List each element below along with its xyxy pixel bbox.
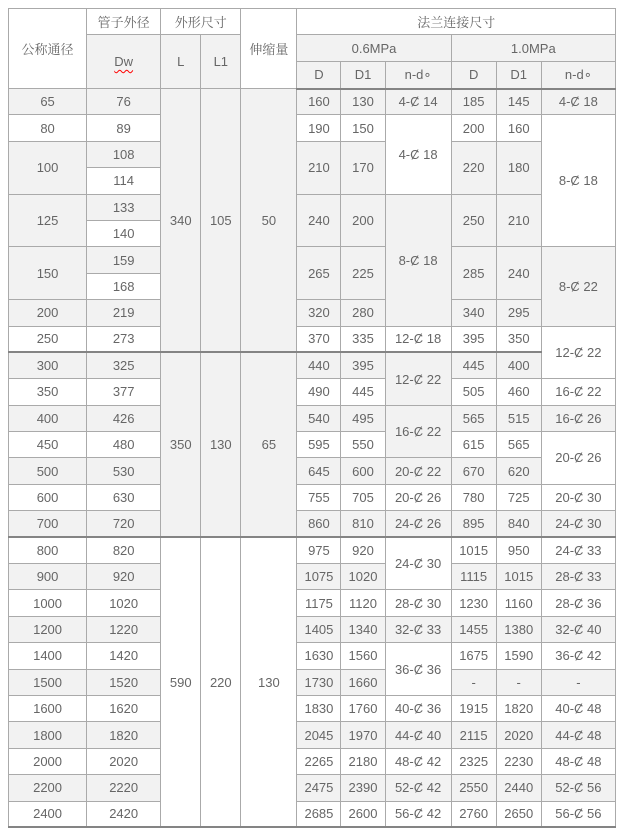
table-cell: 130 <box>341 89 385 115</box>
table-cell: 273 <box>87 326 161 352</box>
table-row <box>9 722 616 748</box>
header-cell: n-d∘ <box>541 62 615 89</box>
header-cell <box>87 35 161 89</box>
table-row <box>9 458 616 484</box>
table-cell: 16-Ȼ 26 <box>541 405 615 431</box>
table-cell: 490 <box>297 379 341 405</box>
table-cell: 220 <box>451 141 496 194</box>
table-cell: 1120 <box>341 590 385 616</box>
table-cell: 1600 <box>9 695 87 721</box>
table-cell: 1620 <box>87 695 161 721</box>
table-cell: 105 <box>201 89 241 353</box>
table-cell: 16-Ȼ 22 <box>385 405 451 458</box>
table-cell: 725 <box>496 484 541 510</box>
table-cell: 220 <box>201 537 241 827</box>
table-cell: 40-Ȼ 36 <box>385 695 451 721</box>
table-cell: 1115 <box>451 564 496 590</box>
table-cell: 2390 <box>341 775 385 801</box>
table-cell: 250 <box>451 194 496 247</box>
table-cell: 2020 <box>87 748 161 774</box>
table-cell: 1160 <box>496 590 541 616</box>
table-cell: 1970 <box>341 722 385 748</box>
table-cell: 450 <box>9 432 87 458</box>
header-row <box>9 9 616 35</box>
table-cell: 190 <box>297 115 341 141</box>
header-cell: 0.6MPa <box>297 35 451 62</box>
table-cell: 530 <box>87 458 161 484</box>
table-row <box>9 115 616 141</box>
table-cell: 615 <box>451 432 496 458</box>
table-cell: 720 <box>87 511 161 537</box>
header-cell: D1 <box>341 62 385 89</box>
table-cell: 12-Ȼ 22 <box>385 352 451 405</box>
table-cell: 645 <box>297 458 341 484</box>
header-cell: 伸缩量 <box>241 9 297 89</box>
table-cell: 133 <box>87 194 161 220</box>
table-cell: 1175 <box>297 590 341 616</box>
table-cell: 219 <box>87 300 161 326</box>
table-cell: 620 <box>496 458 541 484</box>
table-cell: 2265 <box>297 748 341 774</box>
table-cell: 377 <box>87 379 161 405</box>
table-cell: 225 <box>341 247 385 300</box>
table-cell: 1015 <box>496 564 541 590</box>
table-cell: 65 <box>241 352 297 537</box>
table-row <box>9 748 616 774</box>
table-cell: 920 <box>87 564 161 590</box>
table-cell: 2000 <box>9 748 87 774</box>
table-cell: 28-Ȼ 30 <box>385 590 451 616</box>
table-cell: 2685 <box>297 801 341 827</box>
table-cell: 1455 <box>451 616 496 642</box>
table-cell: 2220 <box>87 775 161 801</box>
table-row <box>9 616 616 642</box>
table-row <box>9 484 616 510</box>
table-cell: 12-Ȼ 18 <box>385 326 451 352</box>
table-cell: - <box>541 669 615 695</box>
table-cell: 2550 <box>451 775 496 801</box>
table-cell: 36-Ȼ 42 <box>541 643 615 669</box>
table-cell: 900 <box>9 564 87 590</box>
table-cell: 210 <box>297 141 341 194</box>
table-cell: 250 <box>9 326 87 352</box>
table-row <box>9 695 616 721</box>
table-cell: 350 <box>9 379 87 405</box>
table-cell: 705 <box>341 484 385 510</box>
table-cell: 200 <box>341 194 385 247</box>
table-cell: 1660 <box>341 669 385 695</box>
table-cell: 185 <box>451 89 496 115</box>
header-cell: D1 <box>496 62 541 89</box>
table-cell: 1675 <box>451 643 496 669</box>
table-row <box>9 537 616 563</box>
table-cell: 400 <box>496 352 541 378</box>
table-cell: 1500 <box>9 669 87 695</box>
table-cell: 24-Ȼ 30 <box>541 511 615 537</box>
table-cell: 20-Ȼ 30 <box>541 484 615 510</box>
table-cell: 28-Ȼ 36 <box>541 590 615 616</box>
table-cell: 550 <box>341 432 385 458</box>
table-cell: 2325 <box>451 748 496 774</box>
table-cell: 920 <box>341 537 385 563</box>
table-cell: 56-Ȼ 56 <box>541 801 615 827</box>
table-cell: 1075 <box>297 564 341 590</box>
table-cell: 400 <box>9 405 87 431</box>
header-cell: 1.0MPa <box>451 35 615 62</box>
table-cell: 8-Ȼ 18 <box>385 194 451 326</box>
table-cell: 350 <box>496 326 541 352</box>
table-cell: 200 <box>9 300 87 326</box>
table-row <box>9 352 616 378</box>
table-cell: 1760 <box>341 695 385 721</box>
table-cell: 150 <box>9 247 87 300</box>
table-cell: 130 <box>201 352 241 537</box>
table-cell: 1230 <box>451 590 496 616</box>
table-cell: 40-Ȼ 48 <box>541 695 615 721</box>
table-cell: 1400 <box>9 643 87 669</box>
misspelled-label: Dw <box>114 54 134 69</box>
table-cell: 80 <box>9 115 87 141</box>
table-cell: 780 <box>451 484 496 510</box>
table-cell: 4-Ȼ 14 <box>385 89 451 115</box>
table-cell: 65 <box>9 89 87 115</box>
table-cell: 1405 <box>297 616 341 642</box>
table-cell: 240 <box>297 194 341 247</box>
table-cell: 1590 <box>496 643 541 669</box>
table-cell: 200 <box>451 115 496 141</box>
table-cell: 370 <box>297 326 341 352</box>
table-cell: 170 <box>341 141 385 194</box>
table-cell: 8-Ȼ 22 <box>541 247 615 326</box>
table-cell: 460 <box>496 379 541 405</box>
table-cell: 810 <box>341 511 385 537</box>
table-row <box>9 432 616 458</box>
table-cell: 300 <box>9 352 87 378</box>
table-cell: 860 <box>297 511 341 537</box>
table-cell: 325 <box>87 352 161 378</box>
table-cell: 76 <box>87 89 161 115</box>
table-cell: 700 <box>9 511 87 537</box>
table-cell: 565 <box>496 432 541 458</box>
table-row <box>9 379 616 405</box>
table-cell: 56-Ȼ 42 <box>385 801 451 827</box>
header-cell: D <box>451 62 496 89</box>
table-cell: 265 <box>297 247 341 300</box>
table-cell: 2115 <box>451 722 496 748</box>
table-cell: 1000 <box>9 590 87 616</box>
table-cell: 895 <box>451 511 496 537</box>
header-cell: 法兰连接尺寸 <box>297 9 616 35</box>
table-cell: 670 <box>451 458 496 484</box>
table-cell: 445 <box>341 379 385 405</box>
table-cell: 840 <box>496 511 541 537</box>
table-cell: 630 <box>87 484 161 510</box>
table-cell: 2020 <box>496 722 541 748</box>
table-cell: 2760 <box>451 801 496 827</box>
table-cell: 48-Ȼ 48 <box>541 748 615 774</box>
table-cell: 950 <box>496 537 541 563</box>
table-cell: 140 <box>87 220 161 246</box>
header-cell: 外形尺寸 <box>161 9 241 35</box>
table-cell: 4-Ȼ 18 <box>385 115 451 194</box>
table-cell: 150 <box>341 115 385 141</box>
table-cell: 20-Ȼ 26 <box>541 432 615 485</box>
table-cell: 2230 <box>496 748 541 774</box>
header-row <box>9 35 616 62</box>
header-cell: L <box>161 35 201 89</box>
table-cell: - <box>451 669 496 695</box>
table-cell: 168 <box>87 273 161 299</box>
spec-table-body <box>9 89 616 828</box>
table-cell: 8-Ȼ 18 <box>541 115 615 247</box>
table-cell: 2420 <box>87 801 161 827</box>
table-row <box>9 643 616 669</box>
table-cell: 335 <box>341 326 385 352</box>
table-row <box>9 326 616 352</box>
table-cell: 36-Ȼ 36 <box>385 643 451 696</box>
table-cell: 1220 <box>87 616 161 642</box>
table-cell: 2200 <box>9 775 87 801</box>
table-cell: 1020 <box>341 564 385 590</box>
table-cell: 32-Ȼ 40 <box>541 616 615 642</box>
table-cell: 800 <box>9 537 87 563</box>
table-cell: 1820 <box>87 722 161 748</box>
table-cell: 50 <box>241 89 297 353</box>
table-cell: 145 <box>496 89 541 115</box>
table-row <box>9 511 616 537</box>
table-cell: 350 <box>161 352 201 537</box>
table-row <box>9 300 616 326</box>
table-cell: 89 <box>87 115 161 141</box>
table-cell: 1560 <box>341 643 385 669</box>
table-row <box>9 669 616 695</box>
table-cell: 600 <box>9 484 87 510</box>
table-cell: 24-Ȼ 30 <box>385 537 451 590</box>
table-cell: 440 <box>297 352 341 378</box>
table-cell: 280 <box>341 300 385 326</box>
table-cell: 2440 <box>496 775 541 801</box>
table-cell: 395 <box>451 326 496 352</box>
table-row <box>9 590 616 616</box>
table-cell: 1340 <box>341 616 385 642</box>
table-row <box>9 775 616 801</box>
table-cell: 160 <box>297 89 341 115</box>
table-cell: 540 <box>297 405 341 431</box>
table-cell: 595 <box>297 432 341 458</box>
table-cell: 125 <box>9 194 87 247</box>
table-cell: 820 <box>87 537 161 563</box>
table-cell: 1520 <box>87 669 161 695</box>
header-cell: 公称通径 <box>9 9 87 89</box>
table-cell: 2650 <box>496 801 541 827</box>
table-cell: 44-Ȼ 48 <box>541 722 615 748</box>
spec-table <box>8 8 616 828</box>
table-cell: 1820 <box>496 695 541 721</box>
table-cell: 2475 <box>297 775 341 801</box>
table-cell: 28-Ȼ 33 <box>541 564 615 590</box>
header-cell: L1 <box>201 35 241 89</box>
table-cell: 20-Ȼ 26 <box>385 484 451 510</box>
table-cell: 975 <box>297 537 341 563</box>
spec-table-header <box>9 9 616 89</box>
table-cell: 755 <box>297 484 341 510</box>
table-cell: 2045 <box>297 722 341 748</box>
table-row <box>9 89 616 115</box>
table-cell: 505 <box>451 379 496 405</box>
table-cell: 100 <box>9 141 87 194</box>
table-cell: 24-Ȼ 33 <box>541 537 615 563</box>
table-cell: 495 <box>341 405 385 431</box>
table-cell: 159 <box>87 247 161 273</box>
table-cell: 4-Ȼ 18 <box>541 89 615 115</box>
table-cell: 590 <box>161 537 201 827</box>
table-cell: 285 <box>451 247 496 300</box>
table-cell: - <box>496 669 541 695</box>
table-cell: 2180 <box>341 748 385 774</box>
table-cell: 180 <box>496 141 541 194</box>
table-cell: 12-Ȼ 22 <box>541 326 615 379</box>
table-cell: 1915 <box>451 695 496 721</box>
table-cell: 130 <box>241 537 297 827</box>
table-cell: 1800 <box>9 722 87 748</box>
table-cell: 52-Ȼ 42 <box>385 775 451 801</box>
header-cell: D <box>297 62 341 89</box>
table-cell: 48-Ȼ 42 <box>385 748 451 774</box>
table-cell: 108 <box>87 141 161 167</box>
table-cell: 52-Ȼ 56 <box>541 775 615 801</box>
table-cell: 240 <box>496 247 541 300</box>
table-cell: 340 <box>161 89 201 353</box>
table-cell: 395 <box>341 352 385 378</box>
table-cell: 445 <box>451 352 496 378</box>
table-cell: 16-Ȼ 22 <box>541 379 615 405</box>
table-cell: 2600 <box>341 801 385 827</box>
table-cell: 500 <box>9 458 87 484</box>
table-cell: 1015 <box>451 537 496 563</box>
table-row <box>9 405 616 431</box>
table-row <box>9 141 616 167</box>
table-cell: 1380 <box>496 616 541 642</box>
table-cell: 1830 <box>297 695 341 721</box>
table-cell: 1420 <box>87 643 161 669</box>
table-cell: 320 <box>297 300 341 326</box>
table-cell: 24-Ȼ 26 <box>385 511 451 537</box>
table-cell: 1020 <box>87 590 161 616</box>
table-row <box>9 801 616 827</box>
table-cell: 2400 <box>9 801 87 827</box>
table-cell: 515 <box>496 405 541 431</box>
table-cell: 1630 <box>297 643 341 669</box>
header-cell: n-d∘ <box>385 62 451 89</box>
table-cell: 426 <box>87 405 161 431</box>
table-cell: 20-Ȼ 22 <box>385 458 451 484</box>
table-cell: 1200 <box>9 616 87 642</box>
table-row <box>9 194 616 220</box>
table-cell: 1730 <box>297 669 341 695</box>
table-row <box>9 564 616 590</box>
table-cell: 565 <box>451 405 496 431</box>
table-cell: 160 <box>496 115 541 141</box>
table-cell: 114 <box>87 168 161 194</box>
table-cell: 32-Ȼ 33 <box>385 616 451 642</box>
table-cell: 295 <box>496 300 541 326</box>
table-cell: 600 <box>341 458 385 484</box>
table-cell: 340 <box>451 300 496 326</box>
table-row <box>9 247 616 273</box>
header-cell: 管子外径 <box>87 9 161 35</box>
table-cell: 480 <box>87 432 161 458</box>
table-cell: 44-Ȼ 40 <box>385 722 451 748</box>
table-cell: 210 <box>496 194 541 247</box>
